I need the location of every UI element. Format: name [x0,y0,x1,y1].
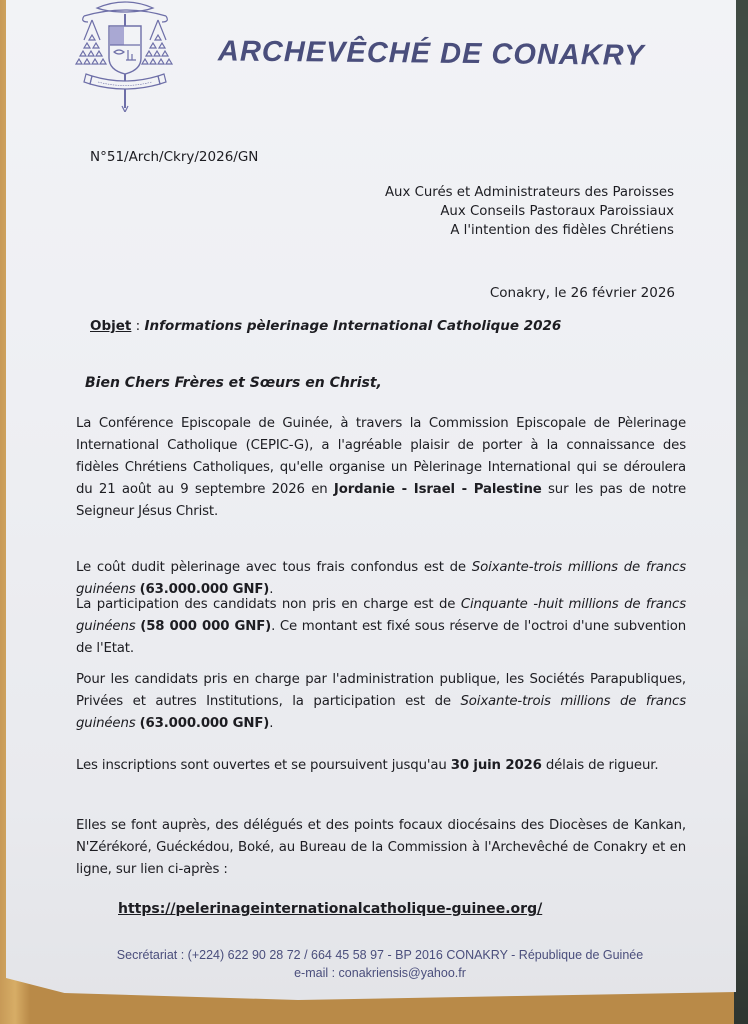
reference-number: N°51/Arch/Ckry/2026/GN [90,149,259,165]
subject-line [90,318,561,334]
registration-link[interactable]: https://pelerinageinternationalcatholique-guinee.org/ [118,901,543,917]
paragraph-text: sur les pas de notre Seigneur Jésus Christ. [76,482,686,519]
amount-figure: (58 000 000 GNF) [140,619,272,634]
letterhead-title: ARCHEVÊCHÉ DE CONAKRY [217,35,645,72]
amount-words: Soixante-trois millions de francs guinéens [76,694,686,731]
background-edge [734,0,748,1024]
paragraph-text: . [269,716,274,731]
destinations: Jordanie - Israel - Palestine [333,482,542,497]
amount-figure: (63.000.000 GNF) [139,582,270,597]
recipient-line: Aux Curés et Administrateurs des Paroisses [384,185,674,200]
paragraph-text: délais de rigueur. [541,758,659,773]
amount-words: Soixante-trois millions de francs guinéens [76,560,686,597]
recipient-line: A l'intention des fidèles Chrétiens [450,223,674,238]
footer-email: e-mail : conakriensis@yahoo.fr [294,966,466,980]
subject-label: Objet [90,318,132,334]
paragraph-registration-deadline [76,755,686,777]
paragraph-text: Pour les candidats pris en charge par l'administration publique, les Sociétés Parapubliques, Privées et autres Institutions, la participation est de [76,672,686,709]
coat-of-arms-icon [62,0,188,112]
recipient-line: Aux Conseils Pastoraux Paroissiaux [440,204,674,219]
paragraph-participation-unsponsored [76,594,686,660]
paragraph-text: Le coût dudit pèlerinage avec tous frais confondus est de [76,560,472,575]
paragraph-text: . Ce montant est fixé sous réserve de l'octroi d'une subvention de l'Etat. [76,619,686,656]
paragraph-text: . [269,582,274,597]
subject-separator: : [131,318,145,334]
paragraph-registration-places: Elles se font auprès, des délégués et des points focaux diocésains des Diocèses de Kankan, N'Zérékoré, Guéckédou, Boké, au Bureau de la Commission à l'Archevêché de Conakry et en ligne, sur lien ci-après : [76,818,686,877]
subject-text: Informations pèlerinage International Catholique 2026 [144,318,562,334]
salutation: Bien Chers Frères et Sœurs en Christ, [85,375,382,391]
paragraph-announcement [76,413,686,523]
footer-contact [60,946,700,982]
amount-figure: (63.000.000 GNF) [139,716,270,731]
paragraph-text: La participation des candidats non pris en charge est de [76,597,461,612]
amount-words: Cinquante -huit millions de francs guinéens [76,597,686,634]
footer-secretariat: Secrétariat : (+224) 622 90 28 72 / 664 45 58 97 - BP 2016 CONAKRY - République de Guinée [116,948,644,962]
paragraph-text: Les inscriptions sont ouvertes et se poursuivent jusqu'au [76,758,451,773]
deadline-date: 30 juin 2026 [450,758,542,773]
recipients-block [385,183,674,240]
date-line: Conakry, le 26 février 2026 [489,285,675,301]
paragraph-participation-sponsored [76,669,686,735]
paragraph-text: La Conférence Episcopale de Guinée, à travers la Commission Episcopale de Pèlerinage International Catholique (CEPIC-G), a l'agréable plaisir de porter à la connaissance des fidèles Chrétiens Catholiques, qu'elle organise un Pèlerinage International qui se déroulera du 21 août au 9 septembre 2026 en [76,416,686,497]
